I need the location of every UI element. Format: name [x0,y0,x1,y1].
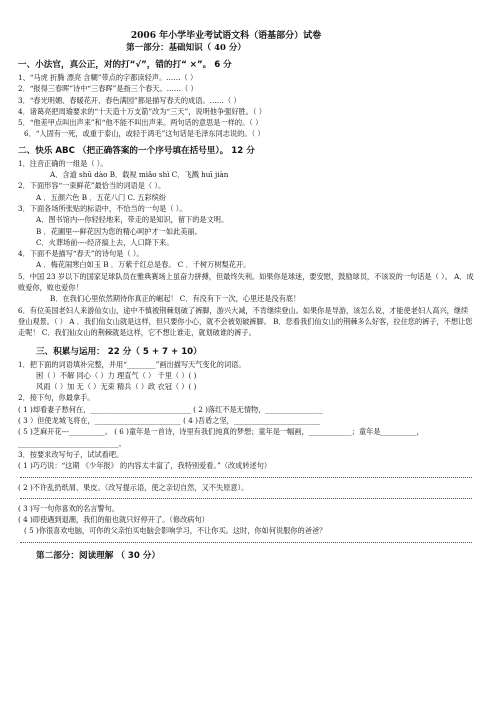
rewrite-question: ( 2 )不许乱扔纸屑、果皮。（改写提示语，使之亲切自然，又不失原意）。 [18,482,249,492]
question-line: 2．接下句，你最拿手。 [18,393,95,403]
poem-fill-line: ( 5 )芝麻开花---__________。 ( 6 )童年是一首诗，诗里有我们纯真的梦想；童年是一幅画，____________；童年是__________，____________________________。 [18,427,424,448]
question-paragraph: 6．有位美国老妇人来游仙女山，途中不慎被荆棘划破了裤脚，游兴大减，不肯继续登山。如果你是导游，该怎么说，才能使老妇人高兴，继续登山观景。（ ） A ．我们仙女山就是这样，但只要你小心，就不会被划破裤脚。 B．您看我们仙女山的荆棘多么好客，拉住您的裤子，不想让您走呢！ C．我们仙女山的荆棘就是这样，它不想让谁走，就划破谁的裤子。 [18,305,473,338]
question-line: 3．下面各场所张贴的标语中，不恰当的一句是（ ）。 [18,203,187,213]
answer-option: B ．花圃里---鲜花因为您的精心呵护才一如此美丽。 [36,226,202,236]
rewrite-question: ( 5 )你很喜欢电脑，可你的父亲怕买电脑会影响学习，不让你买。这时，你如何说服你的爸爸？ [24,526,327,536]
answer-option: A．图书馆内---你轻轻地来，带走的是知识，留下的是文明。 [36,215,229,225]
question-line: 4．下面不是描写“春天”的诗句是（ ）。 [18,249,144,259]
rewrite-question: ( 4 )即使遇到退潮，我们的船也就只好停开了。（修改病句） [18,515,209,525]
section-two-heading: 二、快乐 ABC （把正确答案的一个序号填在括号里）。 12 分 [18,145,255,156]
part-one-title: 第一部分：基础知识（ 40 分） [126,43,246,53]
answer-options: A．含道 shū dào B．载视 miǎo shì C．飞溅 huī jiàn [50,170,229,180]
rewrite-question: ( 1 )巧巧说：“这期 《少年报》 的内容太丰富了，我特别爱看。”（改成转述句） [18,461,272,471]
question-paragraph: 5．中国 23 岁以下的国家足球队员在雅典赛场上虽奋力拼搏，但最终失利。如果你是球迷，要安慰，鼓励球员，不该说的一句话是（ ）。 A．成败爱你，败也爱你！ [18,271,474,293]
word-fill-row: 困（ ）不解 同心（ ）力 理直气（ ） 千里（ ）( ) [36,370,197,380]
question-line: 3．“春光明媚、春暖花开、春色满园”都是描写春天的成语。……（ ） [18,95,241,105]
section-three-heading: 三、积累与运用： 22 分（ 5 + 7 + 10） [36,346,202,357]
answer-options: A ．五颜六色 B ．五花八门 C. 五彩缤纷 [36,192,167,202]
question-line: 1．注音正确的一组是（ ）。 [18,158,108,168]
part-two-heading: 第二部分：阅读理解 （ 30 分） [36,550,161,561]
question-line: 2．下面形容“一束鲜花”最恰当的词语是（ ）。 [18,181,166,191]
answer-line[interactable] [20,493,472,499]
answer-line[interactable] [20,537,472,543]
question-line: 1．把下面的词语填补完整，并用“________”画出描写天气变化的词语。 [18,359,246,369]
rewrite-question: ( 3 )写一句你喜欢的名言警句。 [18,503,120,513]
answer-options: B．在我们心里依然期待你真正的崛起！ C．有没有下一次，心里还是没有底！ [50,294,301,304]
question-line: 6．“人固有一死，或重于泰山，或轻于鸿毛”这句话是毛泽东同志说的。（ ） [24,129,265,139]
question-line: 1、“马虎 折腾 漂亮 含糊”带点的字都读轻声。……（ ） [18,73,198,82]
answer-line[interactable] [20,472,472,478]
question-line: 5．“他差甲点叫出声来”和“他不能不叫出声来。两句话的意思是一样的。（ ） [18,118,263,128]
section-one-heading: 一、小法官，真公正，对的打“√”，错的打“ ×”。 6 分 [18,60,232,70]
exam-title: 2006 年小学毕业考试语文科（语基部分）试卷 [130,31,322,41]
poem-fill-line: ( 3 ）但使龙城飞将在，________________________ ( 4 )吾盾之坚，________________________ [18,416,321,426]
question-line: 2．“报得三春晖”诗中“三春晖”是指三个春天。……（ ） [18,84,198,94]
word-fill-row: 风雨（ ）加 无（ ）无束 精兵（ ）政 衣冠（ ）( ) [36,382,197,392]
answer-option: C．火葬场前----经济搞上去，人口降下来。 [36,237,174,247]
question-line: 3．按要求改写句子，试试看吧。 [18,449,124,459]
poem-fill-line: ( 1 )却看妻子愁何在，____________________________ ( 2 )落红不是无情物，________________ [18,404,323,414]
answer-options: A ．梅花闹寒白如玉 B ．万紫千红总是春。 C ．千树万树梨花开。 [36,260,251,270]
question-line: 4．诸葛亮把周瑜要求的“十天造十万支箭”改为“三天”，说明他争强好胜。（ ） [18,106,266,116]
